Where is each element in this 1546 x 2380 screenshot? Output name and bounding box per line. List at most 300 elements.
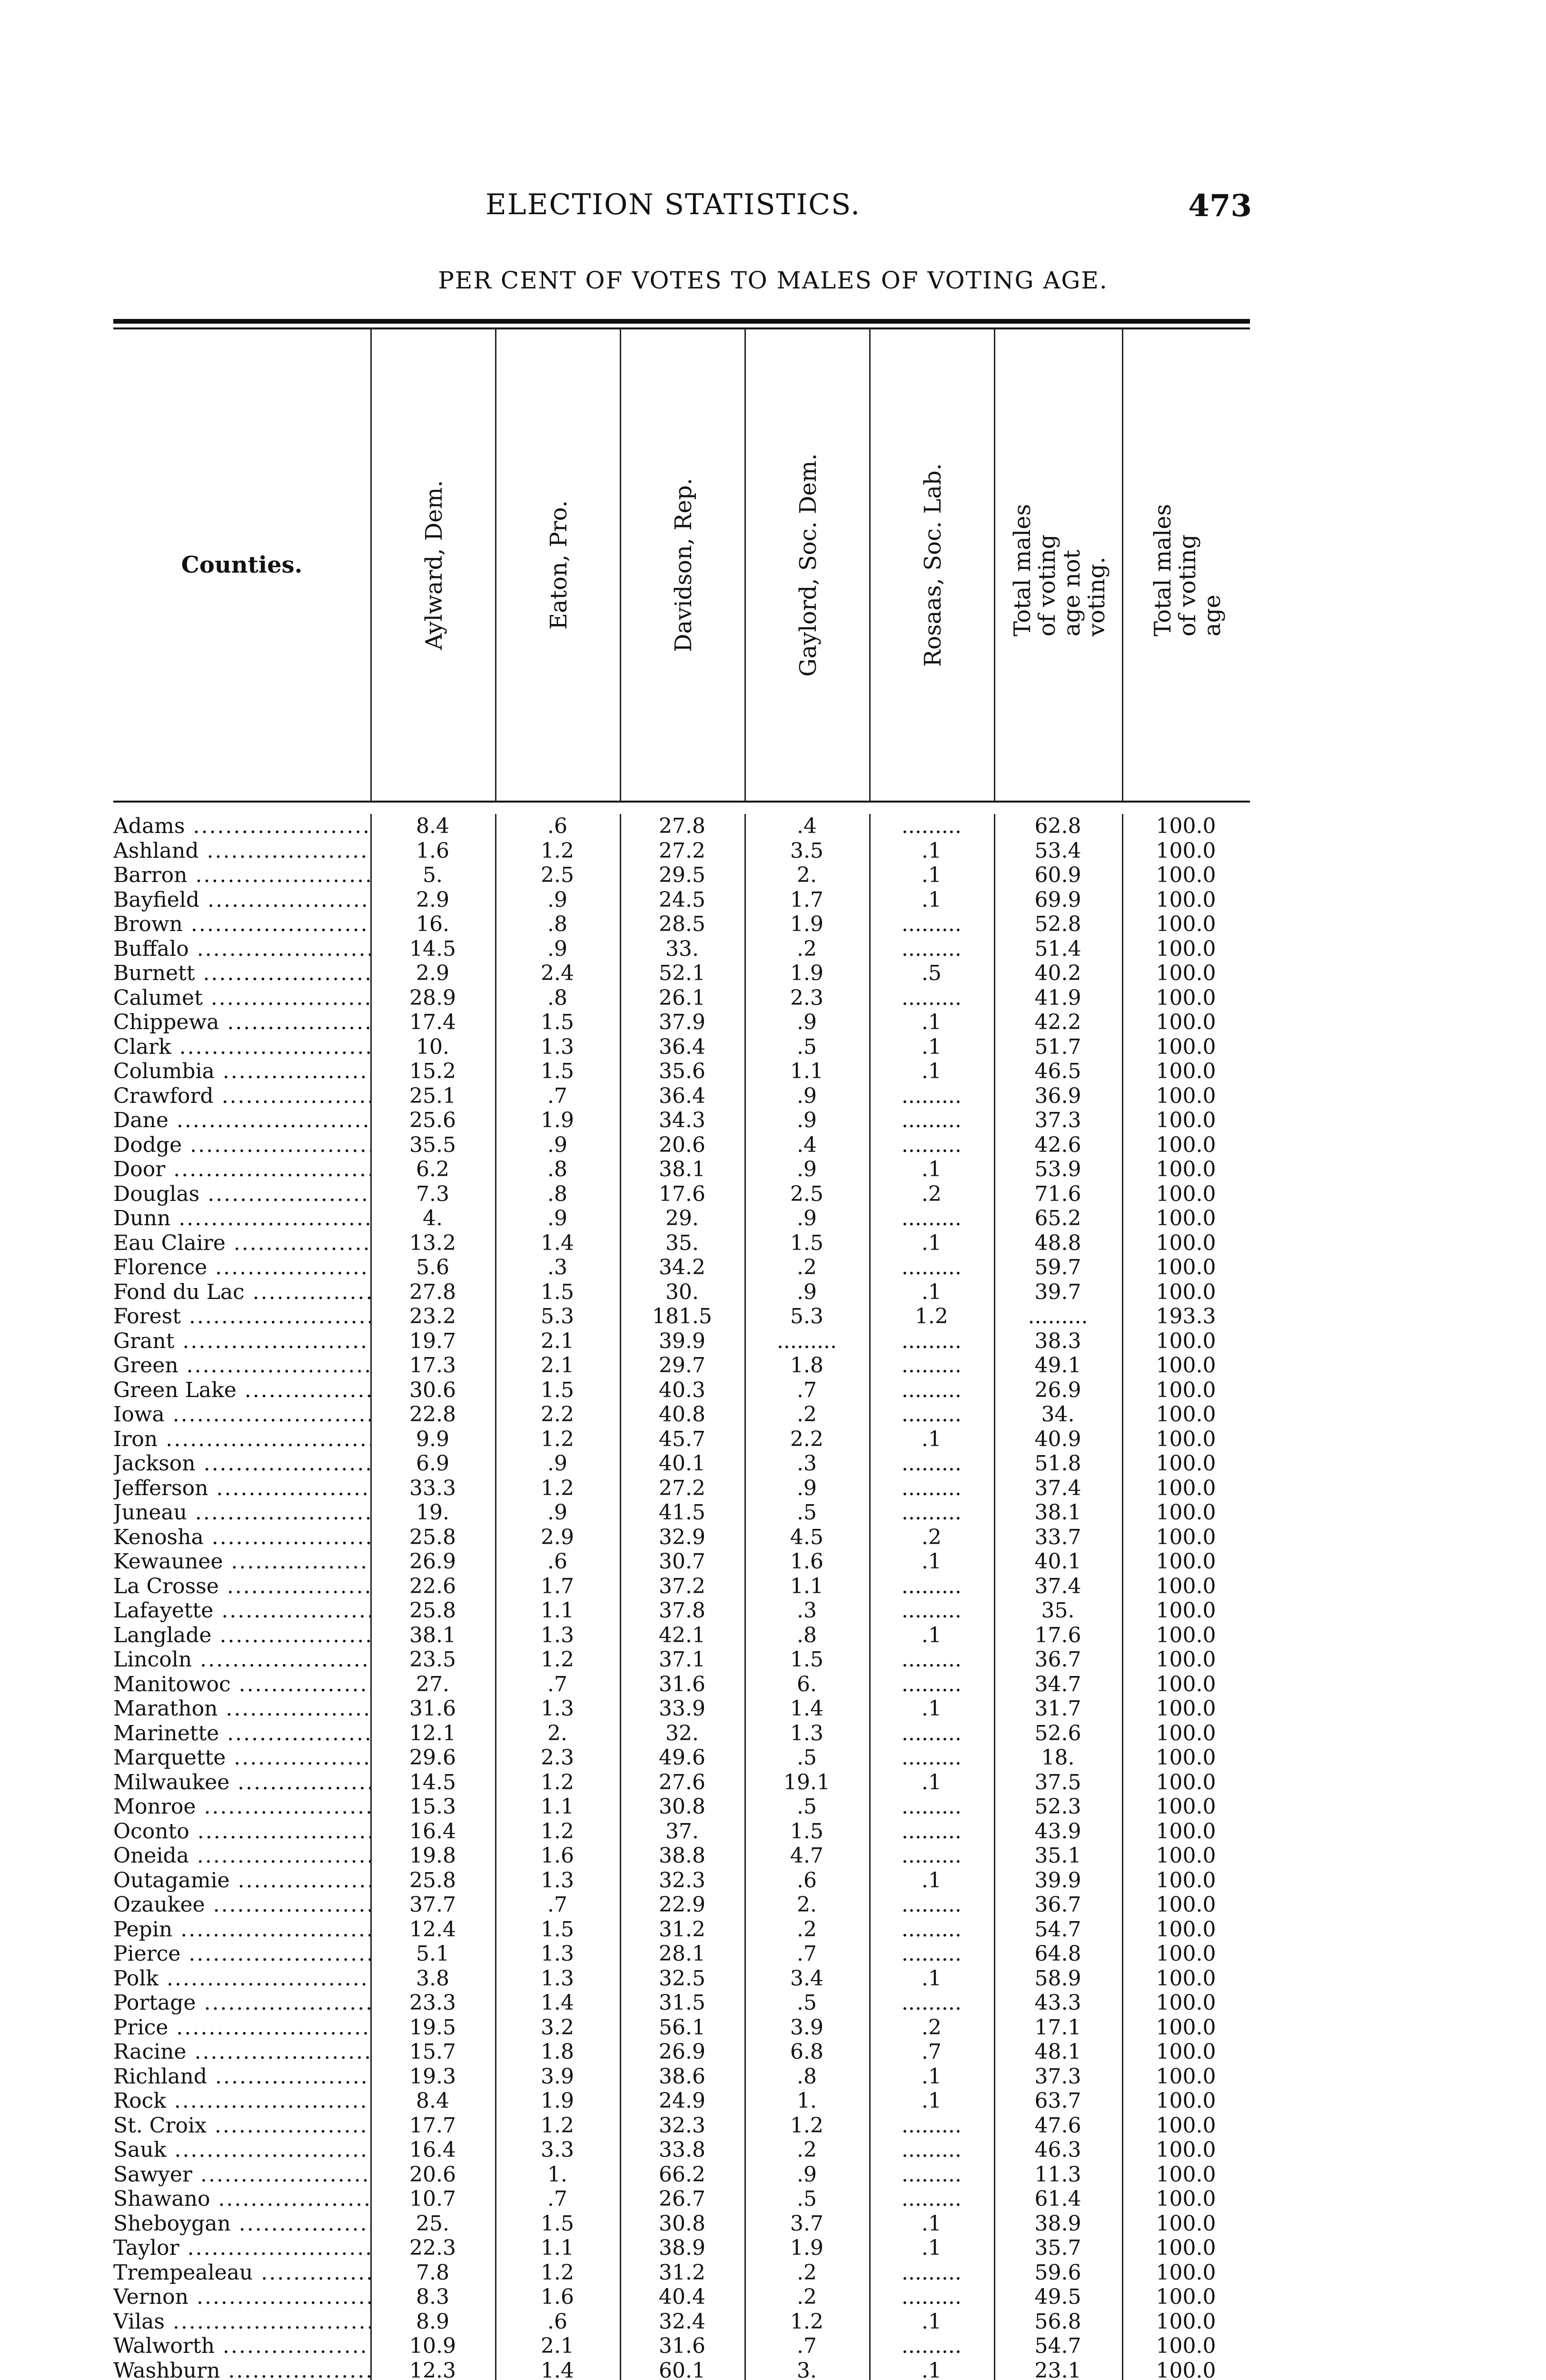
total-males-value: 100.0 [1156, 2162, 1216, 2187]
eaton-value: .9 [547, 1132, 567, 1157]
not-voting-value: 40.2 [1034, 961, 1081, 985]
gaylord-value: .2 [797, 2260, 817, 2285]
total-males-value: 100.0 [1156, 1819, 1216, 1844]
total-males-value: 100.0 [1156, 1721, 1216, 1745]
gaylord-value: .5 [797, 1500, 817, 1525]
county-name: Marinette ..... [113, 1721, 370, 1746]
header-rosaas-label: Rosaas, Soc. Lab. [920, 463, 946, 667]
total-males-value: 100.0 [1156, 1672, 1216, 1696]
county-name: Burnett ..... [113, 961, 370, 986]
not-voting-value: 43.9 [1034, 1819, 1081, 1844]
county-name: Walworth ..... [113, 2334, 370, 2359]
total-males-value: 100.0 [1156, 1893, 1216, 1917]
davidson-value: 32.4 [659, 2309, 705, 2334]
davidson-value: 31.5 [659, 1991, 705, 2015]
aylward-value: 19. [416, 1500, 449, 1525]
not-voting-value: 36.7 [1034, 1647, 1081, 1672]
davidson-value: 27.2 [659, 838, 705, 863]
not-voting-value: 49.5 [1034, 2285, 1081, 2309]
not-voting-value: 38.3 [1034, 1329, 1081, 1353]
eaton-value: 1.4 [541, 1230, 574, 1255]
aylward-value: 25.8 [409, 1868, 456, 1893]
aylward-value: 5. [423, 863, 443, 887]
total-males-value: 100.0 [1156, 2285, 1216, 2309]
gaylord-value: .7 [797, 2334, 817, 2358]
eaton-value: 1.3 [541, 1966, 574, 1991]
eaton-value: 1.2 [541, 1770, 574, 1795]
rosaas-value: ......... [902, 2113, 961, 2138]
davidson-value: 28.5 [659, 912, 705, 936]
gaylord-value: 2.5 [790, 1181, 823, 1206]
gaylord-value: .8 [797, 1623, 817, 1647]
not-voting-value: 48.1 [1034, 2040, 1081, 2064]
table-row [113, 1035, 1250, 1060]
aylward-value: 25.8 [409, 1525, 456, 1549]
aylward-value: 2.9 [416, 961, 449, 985]
eaton-value: .7 [547, 1893, 567, 1917]
davidson-value: 29.5 [659, 863, 705, 887]
county-name: Douglas ..... [113, 1182, 370, 1207]
aylward-value: 23.5 [409, 1647, 456, 1672]
county-name: La Crosse ..... [113, 1574, 370, 1599]
eaton-value: 1.4 [541, 1991, 574, 2015]
davidson-value: 22.9 [659, 1893, 705, 1917]
total-males-value: 100.0 [1156, 1500, 1216, 1525]
aylward-value: 7.3 [416, 1181, 449, 1206]
aylward-value: 25.6 [409, 1108, 456, 1132]
davidson-value: 31.6 [659, 2334, 705, 2358]
aylward-value: 30.6 [409, 1378, 456, 1402]
gaylord-value: 1.1 [790, 1059, 823, 1083]
not-voting-value: 34.7 [1034, 1672, 1081, 1696]
table-row [113, 2113, 1250, 2138]
eaton-value: .6 [547, 2309, 567, 2334]
county-name: Dane ..... [113, 1108, 370, 1133]
total-males-value: 100.0 [1156, 814, 1216, 838]
not-voting-value: 54.7 [1034, 1917, 1081, 1942]
rosaas-value: ......... [902, 1942, 961, 1966]
aylward-value: 4. [423, 1206, 443, 1230]
county-name: Portage ..... [113, 1991, 370, 2015]
total-males-value: 100.0 [1156, 1132, 1216, 1157]
davidson-value: 32.3 [659, 1868, 705, 1893]
county-name: Oconto ..... [113, 1819, 370, 1844]
eaton-value: .3 [547, 1255, 567, 1279]
eaton-value: .9 [547, 887, 567, 912]
not-voting-value: 52.3 [1034, 1795, 1081, 1819]
rosaas-value: .1 [922, 1034, 941, 1059]
county-name: Trempealeau ..... [113, 2261, 370, 2285]
davidson-value: 36.4 [659, 1083, 705, 1108]
header-total-males-label: Total males of voting age [1149, 504, 1226, 636]
eaton-value: 1.1 [541, 1795, 574, 1819]
not-voting-value: 63.7 [1034, 2089, 1081, 2113]
county-name: Sawyer ..... [113, 2162, 370, 2187]
eaton-value: 1.2 [541, 838, 574, 863]
total-males-value: 100.0 [1156, 2064, 1216, 2089]
header-counties-label: Counties. [181, 552, 303, 578]
county-name: Richland ..... [113, 2064, 370, 2089]
county-name: Brown ..... [113, 912, 370, 937]
table-row [113, 1966, 1250, 1991]
total-males-value: 100.0 [1156, 2187, 1216, 2211]
davidson-value: 24.9 [659, 2089, 705, 2113]
rosaas-value: ......... [902, 1132, 961, 1157]
davidson-value: 37.1 [659, 1647, 705, 1672]
total-males-value: 100.0 [1156, 1942, 1216, 1966]
aylward-value: 7.8 [416, 2260, 449, 2285]
county-name: Lincoln ..... [113, 1647, 370, 1672]
davidson-value: 32.9 [659, 1525, 705, 1549]
davidson-value: 40.4 [659, 2285, 705, 2309]
davidson-value: 30.8 [659, 2211, 705, 2236]
aylward-value: 22.6 [409, 1574, 456, 1598]
aylward-value: 22.8 [409, 1402, 456, 1427]
rosaas-value: .1 [922, 1696, 941, 1721]
not-voting-value: 48.8 [1034, 1230, 1081, 1255]
davidson-value: 27.6 [659, 1770, 705, 1795]
table-row [113, 1819, 1250, 1844]
davidson-value: 31.2 [659, 1917, 705, 1942]
rosaas-value: ......... [902, 1795, 961, 1819]
rosaas-value: .1 [922, 2236, 941, 2260]
eaton-value: 2. [547, 1721, 567, 1745]
eaton-value: 2.3 [541, 1745, 574, 1770]
davidson-value: 36.4 [659, 1034, 705, 1059]
rosaas-value: ......... [902, 912, 961, 936]
county-name: Pierce ..... [113, 1942, 370, 1966]
gaylord-value: 1. [797, 2089, 817, 2113]
davidson-value: 35. [665, 1230, 699, 1255]
total-males-value: 100.0 [1156, 1206, 1216, 1230]
davidson-value: 33.8 [659, 2138, 705, 2162]
county-name: Ashland ..... [113, 839, 370, 863]
not-voting-value: 53.4 [1034, 838, 1081, 863]
rosaas-value: .1 [922, 1279, 941, 1304]
eaton-value: 2.1 [541, 2334, 574, 2358]
gaylord-value: 1.3 [790, 1721, 823, 1745]
not-voting-value: 46.3 [1034, 2138, 1081, 2162]
eaton-value: 1.3 [541, 1696, 574, 1721]
rosaas-value: ......... [902, 2334, 961, 2358]
aylward-value: 19.3 [409, 2064, 456, 2089]
gaylord-value: 1.7 [790, 887, 823, 912]
aylward-value: 2.9 [416, 887, 449, 912]
aylward-value: 35.5 [409, 1132, 456, 1157]
eaton-value: 1. [547, 2162, 567, 2187]
not-voting-value: 17.1 [1034, 2015, 1081, 2040]
aylward-value: 10.9 [409, 2334, 456, 2358]
rosaas-value: ......... [902, 936, 961, 961]
rosaas-value: .1 [922, 863, 941, 887]
header-bottom-rule [113, 801, 1250, 803]
not-voting-value: 35.1 [1034, 1844, 1081, 1868]
aylward-value: 25.8 [409, 1598, 456, 1623]
rosaas-value: ......... [902, 1721, 961, 1745]
aylward-value: 9.9 [416, 1427, 449, 1451]
rosaas-value: ......... [902, 1476, 961, 1500]
davidson-value: 31.6 [659, 1672, 705, 1696]
rosaas-value: .1 [922, 1427, 941, 1451]
county-name: Iron ..... [113, 1427, 370, 1452]
not-voting-value: 23.1 [1034, 2358, 1081, 2380]
gaylord-value: .6 [797, 1868, 817, 1893]
eaton-value: .8 [547, 1181, 567, 1206]
county-name: Kewaunee ..... [113, 1549, 370, 1574]
davidson-value: 27.8 [659, 814, 705, 838]
eaton-value: 1.3 [541, 1623, 574, 1647]
total-males-value: 100.0 [1156, 2236, 1216, 2260]
gaylord-value: .2 [797, 2138, 817, 2162]
gaylord-value: .9 [797, 1157, 817, 1181]
county-name: Dodge ..... [113, 1133, 370, 1158]
gaylord-value: 3. [797, 2358, 817, 2380]
davidson-value: 30. [665, 1279, 699, 1304]
rosaas-value: ......... [902, 1917, 961, 1942]
aylward-value: 8.4 [416, 2089, 449, 2113]
davidson-value: 37.9 [659, 1010, 705, 1034]
aylward-value: 25. [416, 2211, 449, 2236]
total-males-value: 100.0 [1156, 912, 1216, 936]
county-name: Bayfield ..... [113, 888, 370, 912]
rosaas-value: ......... [902, 1500, 961, 1525]
eaton-value: .7 [547, 1083, 567, 1108]
aylward-value: 19.5 [409, 2015, 456, 2040]
not-voting-value: 41.9 [1034, 985, 1081, 1010]
total-males-value: 100.0 [1156, 1230, 1216, 1255]
eaton-value: .9 [547, 936, 567, 961]
table-row [113, 2310, 1250, 2334]
davidson-value: 66.2 [659, 2162, 705, 2187]
county-name: Green ..... [113, 1353, 370, 1378]
county-name: Eau Claire ..... [113, 1231, 370, 1256]
eaton-value: 3.3 [541, 2138, 574, 2162]
aylward-value: 27.8 [409, 1279, 456, 1304]
rosaas-value: .7 [922, 2040, 941, 2064]
table-row [113, 1745, 1250, 1770]
total-males-value: 100.0 [1156, 1574, 1216, 1598]
total-males-value: 100.0 [1156, 1353, 1216, 1378]
davidson-value: 26.7 [659, 2187, 705, 2211]
county-name: Grant ..... [113, 1329, 370, 1354]
total-males-value: 100.0 [1156, 887, 1216, 912]
county-name: Shawano ..... [113, 2187, 370, 2211]
header-eaton-label: Eaton, Pro. [545, 500, 572, 630]
table-row [113, 1231, 1250, 1256]
gaylord-value: .3 [797, 1451, 817, 1476]
rosaas-value: ......... [902, 2285, 961, 2309]
eaton-value: 1.5 [541, 1010, 574, 1034]
gaylord-value: .2 [797, 2285, 817, 2309]
county-name: Marathon ..... [113, 1696, 370, 1721]
rosaas-value: ......... [902, 1893, 961, 1917]
total-males-value: 100.0 [1156, 1451, 1216, 1476]
total-males-value: 100.0 [1156, 2089, 1216, 2113]
county-name: Chippewa ..... [113, 1010, 370, 1035]
eaton-value: 1.6 [541, 2285, 574, 2309]
total-males-value: 100.0 [1156, 1844, 1216, 1868]
total-males-value: 100.0 [1156, 1402, 1216, 1427]
eaton-value: 2.1 [541, 1329, 574, 1353]
davidson-value: 30.7 [659, 1549, 705, 1574]
rosaas-value: .5 [922, 961, 941, 985]
not-voting-value: 40.1 [1034, 1549, 1081, 1574]
aylward-value: 5.1 [416, 1942, 449, 1966]
rosaas-value: ......... [902, 1108, 961, 1132]
not-voting-value: 51.8 [1034, 1451, 1081, 1476]
rosaas-value: .1 [922, 1966, 941, 1991]
aylward-value: 38.1 [409, 1623, 456, 1647]
county-name: Buffalo ..... [113, 937, 370, 962]
eaton-value: 1.5 [541, 1279, 574, 1304]
gaylord-value: 1.9 [790, 912, 823, 936]
table-row [113, 2359, 1250, 2380]
county-name: Dunn ..... [113, 1206, 370, 1231]
aylward-value: 16.4 [409, 1819, 456, 1844]
rosaas-value: .1 [922, 2358, 941, 2380]
not-voting-value: 46.5 [1034, 1059, 1081, 1083]
aylward-value: 10. [416, 1034, 449, 1059]
eaton-value: .7 [547, 1672, 567, 1696]
not-voting-value: 39.9 [1034, 1868, 1081, 1893]
rosaas-value: .2 [922, 1181, 941, 1206]
total-males-value: 100.0 [1156, 1696, 1216, 1721]
not-voting-value: 35. [1041, 1598, 1075, 1623]
not-voting-value: 71.6 [1034, 1181, 1081, 1206]
gaylord-value: .9 [797, 1108, 817, 1132]
aylward-value: 10.7 [409, 2187, 456, 2211]
not-voting-value: 11.3 [1034, 2162, 1081, 2187]
table-row [113, 1623, 1250, 1648]
table-row [113, 2162, 1250, 2187]
total-males-value: 193.3 [1156, 1304, 1216, 1329]
table-row [113, 1917, 1250, 1942]
table-row [113, 2064, 1250, 2089]
davidson-value: 40.3 [659, 1378, 705, 1402]
table-row [113, 1574, 1250, 1599]
aylward-value: 22.3 [409, 2236, 456, 2260]
davidson-value: 38.1 [659, 1157, 705, 1181]
eaton-value: 1.1 [541, 1598, 574, 1623]
eaton-value: 2.1 [541, 1353, 574, 1378]
table-row [113, 2138, 1250, 2162]
header-counties [113, 329, 370, 801]
not-voting-value: 34. [1041, 1402, 1075, 1427]
table-row [113, 2236, 1250, 2261]
gaylord-value: 2.3 [790, 985, 823, 1010]
table-row [113, 1427, 1250, 1452]
county-name: Clark ..... [113, 1035, 370, 1060]
davidson-value: 37. [665, 1819, 699, 1844]
header-gaylord-label: Gaylord, Soc. Dem. [795, 453, 822, 677]
not-voting-value: 38.1 [1034, 1500, 1081, 1525]
gaylord-value: 1.5 [790, 1230, 823, 1255]
table-row [113, 1255, 1250, 1280]
table-row [113, 1108, 1250, 1133]
total-males-value: 100.0 [1156, 1181, 1216, 1206]
rosaas-value: ......... [902, 814, 961, 838]
davidson-value: 52.1 [659, 961, 705, 985]
gaylord-value: 2.2 [790, 1427, 823, 1451]
gaylord-value: .7 [797, 1378, 817, 1402]
rosaas-value: ......... [902, 1255, 961, 1279]
eaton-value: 2.9 [541, 1525, 574, 1549]
aylward-value: 17.7 [409, 2113, 456, 2138]
eaton-value: 2.2 [541, 1402, 574, 1427]
total-males-value: 100.0 [1156, 2040, 1216, 2064]
gaylord-value: .9 [797, 1010, 817, 1034]
not-voting-value: 37.5 [1034, 1770, 1081, 1795]
davidson-value: 31.2 [659, 2260, 705, 2285]
davidson-value: 29. [665, 1206, 699, 1230]
not-voting-value: 42.2 [1034, 1010, 1081, 1034]
rosaas-value: ......... [902, 1647, 961, 1672]
total-males-value: 100.0 [1156, 1329, 1216, 1353]
aylward-value: 26.9 [409, 1549, 456, 1574]
davidson-value: 40.1 [659, 1451, 705, 1476]
gaylord-value: 1.5 [790, 1819, 823, 1844]
eaton-value: .8 [547, 1157, 567, 1181]
county-name: Kenosha ..... [113, 1525, 370, 1550]
not-voting-value: 58.9 [1034, 1966, 1081, 1991]
not-voting-value: 59.7 [1034, 1255, 1081, 1279]
aylward-value: 12.3 [409, 2358, 456, 2380]
aylward-value: 14.5 [409, 936, 456, 961]
table-row [113, 1182, 1250, 1207]
davidson-value: 41.5 [659, 1500, 705, 1525]
rosaas-value: .1 [922, 1868, 941, 1893]
table-row [113, 888, 1250, 912]
county-name: Taylor ..... [113, 2236, 370, 2261]
davidson-value: 40.8 [659, 1402, 705, 1427]
table-row [113, 1770, 1250, 1795]
table-row [113, 1647, 1250, 1672]
aylward-value: 15.2 [409, 1059, 456, 1083]
gaylord-value: ......... [777, 1329, 837, 1353]
header-rosaas [869, 329, 995, 801]
total-males-value: 100.0 [1156, 1623, 1216, 1647]
gaylord-value: .3 [797, 1598, 817, 1623]
county-name: Milwaukee ..... [113, 1770, 370, 1795]
davidson-value: 27.2 [659, 1476, 705, 1500]
gaylord-value: .2 [797, 1402, 817, 1427]
county-name: Price ..... [113, 2015, 370, 2040]
table-row [113, 1598, 1250, 1623]
table-row [113, 1157, 1250, 1182]
aylward-value: 28.9 [409, 985, 456, 1010]
gaylord-value: 4.5 [790, 1525, 823, 1549]
running-title: ELECTION STATISTICS. [486, 188, 861, 221]
header-davidson [620, 329, 746, 801]
table-row [113, 1721, 1250, 1746]
header-aylward-label: Aylward, Dem. [421, 480, 447, 650]
gaylord-value: 4.7 [790, 1844, 823, 1868]
eaton-value: .7 [547, 2187, 567, 2211]
aylward-value: 19.8 [409, 1844, 456, 1868]
gaylord-value: 1.1 [790, 1574, 823, 1598]
table-title: PER CENT OF VOTES TO MALES OF VOTING AGE. [438, 267, 1108, 294]
gaylord-value: .5 [797, 2187, 817, 2211]
county-name: Monroe ..... [113, 1795, 370, 1819]
gaylord-value: .2 [797, 1255, 817, 1279]
table-row [113, 1868, 1250, 1893]
rosaas-value: .1 [922, 887, 941, 912]
county-name: Langlade ..... [113, 1623, 370, 1648]
gaylord-value: .4 [797, 814, 817, 838]
davidson-value: 33.9 [659, 1696, 705, 1721]
gaylord-value: .5 [797, 1795, 817, 1819]
county-name: Crawford ..... [113, 1084, 370, 1109]
